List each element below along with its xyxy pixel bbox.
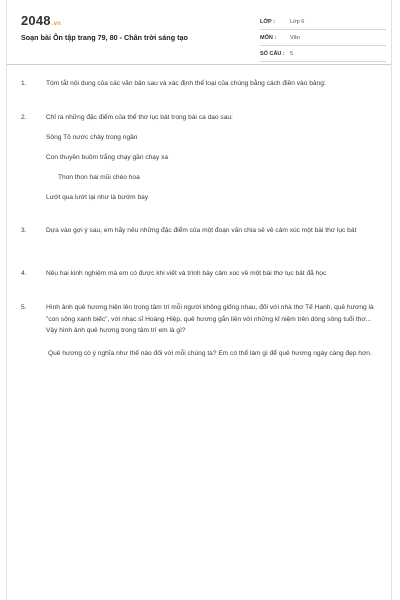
- meta-label: MÔN :: [260, 34, 277, 41]
- poem-line: Thon thon hai mũi chèo hoa: [58, 174, 140, 181]
- page-title: Soạn bài Ôn tập trang 79, 80 - Chân trời sáng tạo: [21, 33, 188, 42]
- meta-value: Lớp 6: [290, 18, 305, 25]
- logo-text: 2048: [21, 13, 51, 28]
- meta-row-subject: [260, 30, 386, 46]
- followup-text: Quê hương có ý nghĩa như thế nào đối với mỗi chúng ta? Em có thể làm gì để quê hương ngày càng đẹp hơn.: [48, 350, 372, 357]
- question-number: 2.: [21, 114, 27, 121]
- site-logo[interactable]: [21, 13, 61, 28]
- question-text: Dựa vào gợi ý sau, em hãy nêu những đặc điểm của một đoạn văn chia sẻ về cảm xúc một bài thơ lục bát: [46, 227, 357, 234]
- question-text: Chỉ ra những đặc điểm của thể thơ lục bát trong bài ca dao sau:: [46, 114, 233, 121]
- question-text: Tóm tắt nội dung của các văn bản sau và xác định thể loại của chúng bằng cách điền vào bảng:: [46, 80, 326, 87]
- logo-tld: .vn: [51, 21, 62, 27]
- question-number: 5.: [21, 304, 27, 311]
- poem-line: Con thuyền buồm trắng chạy gần chạy xa: [46, 154, 169, 161]
- poem-line: Sông Tô nước chảy trong ngần: [46, 134, 138, 141]
- page-header: [7, 0, 391, 62]
- question-text: Hình ảnh quê hương hiện lên trong tâm trí mỗi người không giống nhau, đối với nhà thơ Tế Hanh, quê hương là "con sông xanh biếc", với nhạc sĩ Hoàng Hiệp, quê hương gắn liền với những kỉ niệm trên dòng sông tuổi thơ... Vậy hình ảnh quê hương trong tâm trí em là gì?: [46, 304, 374, 334]
- question-number: 4.: [21, 270, 27, 277]
- question-text: Nêu hai kinh nghiệm mà em có được khi viết và trình bày cảm xúc về một bài thơ lục bát đã học: [46, 270, 327, 277]
- meta-row-class: [260, 14, 386, 30]
- meta-value: 5: [290, 50, 294, 57]
- meta-table: [260, 14, 386, 62]
- worksheet-page: [6, 0, 392, 600]
- meta-value: Văn: [290, 34, 300, 41]
- header-divider: [7, 64, 391, 65]
- meta-row-count: [260, 46, 386, 62]
- question-number: 1.: [21, 80, 27, 87]
- poem-line: Lướt qua lướt lại như là bướm bay: [46, 194, 149, 201]
- meta-label: SỐ CÂU :: [260, 50, 285, 57]
- question-number: 3.: [21, 227, 27, 234]
- meta-label: LỚP :: [260, 18, 275, 25]
